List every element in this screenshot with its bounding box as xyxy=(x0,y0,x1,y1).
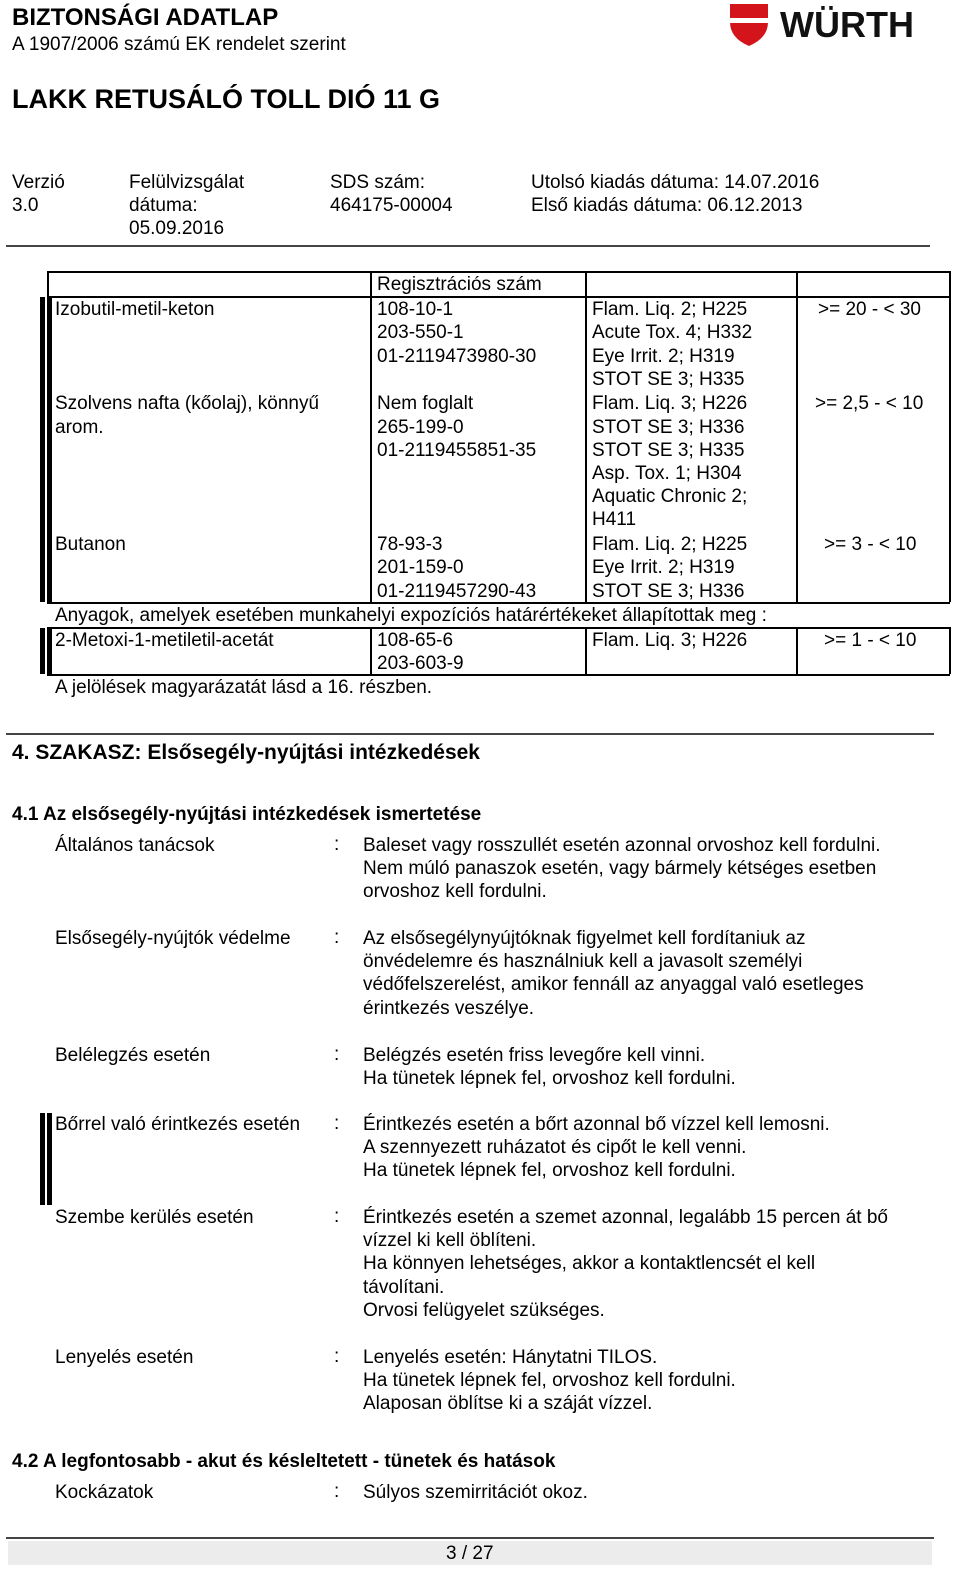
reg-number: 01-2119473980-30 xyxy=(377,346,537,367)
risk-label: Kockázatok xyxy=(55,1482,154,1503)
classification: STOT SE 3; H336 xyxy=(592,417,745,438)
version-label: Verzió xyxy=(12,172,65,193)
table-footnote: A jelölések magyarázatát lásd a 16. részben. xyxy=(55,677,433,698)
colon: : xyxy=(334,1481,340,1502)
classification: STOT SE 3; H335 xyxy=(592,369,745,390)
revision-bar xyxy=(40,1113,45,1205)
colon: : xyxy=(334,927,340,948)
subsection-4-1-title: 4.1 Az elsősegély-nyújtási intézkedések ismertetése xyxy=(12,804,482,825)
wurth-logo xyxy=(728,0,938,52)
sds-value: 464175-00004 xyxy=(330,195,453,216)
classification: Asp. Tox. 1; H304 xyxy=(592,463,742,484)
reg-number: 201-159-0 xyxy=(377,557,464,578)
header-divider xyxy=(6,245,930,247)
first-aid-text: érintkezés veszélye. xyxy=(363,998,535,1019)
first-aid-text: Alaposan öblítse ki a száját vízzel. xyxy=(363,1393,653,1414)
revision-bar xyxy=(47,628,52,674)
reg-number-header: Regisztrációs szám xyxy=(377,274,542,295)
classification: Flam. Liq. 2; H225 xyxy=(592,534,748,555)
concentration: >= 3 - < 10 xyxy=(824,534,917,555)
reg-number: 203-550-1 xyxy=(377,322,464,343)
revision-value: 05.09.2016 xyxy=(129,218,225,239)
classification: Aquatic Chronic 2; xyxy=(592,486,748,507)
colon: : xyxy=(334,834,340,855)
revision-bar xyxy=(40,297,45,602)
product-name: LAKK RETUSÁLÓ TOLL DIÓ 11 G xyxy=(12,84,441,114)
first-aid-text: Ha tünetek lépnek fel, orvoshoz kell fordulni. xyxy=(363,1068,736,1089)
reg-number: Nem foglalt xyxy=(377,393,474,414)
first-aid-label: Bőrrel való érintkezés esetén xyxy=(55,1114,301,1135)
colon: : xyxy=(334,1346,340,1367)
subsection-4-2-title: 4.2 A legfontosabb - akut és késleltetett - tünetek és hatások xyxy=(12,1451,556,1472)
first-aid-text: távolítani. xyxy=(363,1277,445,1298)
classification: Acute Tox. 4; H332 xyxy=(592,322,753,343)
first-issue-date: Első kiadás dátuma: 06.12.2013 xyxy=(531,195,803,216)
revision-bar xyxy=(47,1113,52,1205)
reg-number: 78-93-3 xyxy=(377,534,443,555)
concentration: >= 1 - < 10 xyxy=(824,630,917,651)
first-aid-text: Orvosi felügyelet szükséges. xyxy=(363,1300,605,1321)
concentration: >= 20 - < 30 xyxy=(818,299,921,320)
reg-number: 108-65-6 xyxy=(377,630,454,651)
first-aid-text: Érintkezés esetén a szemet azonnal, legalább 15 percen át bő xyxy=(363,1207,888,1228)
classification: Eye Irrit. 2; H319 xyxy=(592,346,735,367)
first-aid-text: Az elsősegélynyújtóknak figyelmet kell fordítaniuk az xyxy=(363,928,806,949)
first-aid-label: Lenyelés esetén xyxy=(55,1347,194,1368)
table-line xyxy=(949,627,951,674)
risk-text: Súlyos szemirritációt okoz. xyxy=(363,1482,588,1503)
exposure-heading: Anyagok, amelyek esetében munkahelyi expozíciós határértékeket állapítottak meg : xyxy=(55,605,767,626)
substance-name: Butanon xyxy=(55,534,126,555)
page-number: 3 / 27 xyxy=(446,1543,494,1564)
revision-bar xyxy=(47,297,52,602)
document-title: BIZTONSÁGI ADATLAP xyxy=(12,4,279,31)
first-aid-text: Ha tünetek lépnek fel, orvoshoz kell fordulni. xyxy=(363,1370,736,1391)
first-aid-text: Belégzés esetén friss levegőre kell vinni. xyxy=(363,1045,706,1066)
sds-label: SDS szám: xyxy=(330,172,426,193)
reg-number: 265-199-0 xyxy=(377,417,464,438)
first-aid-text: Érintkezés esetén a bőrt azonnal bő vízzel kell lemosni. xyxy=(363,1114,830,1135)
reg-number: 01-2119455851-35 xyxy=(377,440,537,461)
substance-name: Szolvens nafta (kőolaj), könnyű xyxy=(55,393,320,414)
first-aid-text: A szennyezett ruházatot és cipőt le kell venni. xyxy=(363,1137,747,1158)
reg-number: 108-10-1 xyxy=(377,299,454,320)
reg-number: 203-603-9 xyxy=(377,653,464,674)
first-aid-text: orvoshoz kell fordulni. xyxy=(363,881,547,902)
table-line xyxy=(585,271,587,602)
classification: Eye Irrit. 2; H319 xyxy=(592,557,735,578)
concentration: >= 2,5 - < 10 xyxy=(815,393,924,414)
table-line xyxy=(370,271,372,602)
colon: : xyxy=(334,1206,340,1227)
brand-text: WÜRTH xyxy=(780,4,914,45)
revision-label-2: dátuma: xyxy=(129,195,198,216)
first-aid-label: Belélegzés esetén xyxy=(55,1045,211,1066)
first-aid-text: Ha tünetek lépnek fel, orvoshoz kell fordulni. xyxy=(363,1160,736,1181)
section-4-title: 4. SZAKASZ: Elsősegély-nyújtási intézkedések xyxy=(12,741,480,764)
wurth-logo-icon xyxy=(728,0,938,52)
table-line xyxy=(949,271,951,602)
colon: : xyxy=(334,1113,340,1134)
classification: Flam. Liq. 2; H225 xyxy=(592,299,748,320)
first-aid-text: védőfelszerelést, amikor fennáll az anyaggal való esetleges xyxy=(363,974,864,995)
substance-name: Izobutil-metil-keton xyxy=(55,299,215,320)
table-line xyxy=(796,627,798,674)
reg-number: 01-2119457290-43 xyxy=(377,581,537,602)
substance-name: 2-Metoxi-1-metiletil-acetát xyxy=(55,630,274,651)
table-line xyxy=(796,271,798,602)
first-aid-label: Szembe kerülés esetén xyxy=(55,1207,254,1228)
classification: STOT SE 3; H336 xyxy=(592,581,745,602)
first-aid-label: Általános tanácsok xyxy=(55,835,215,856)
document-subtitle: A 1907/2006 számú EK rendelet szerint xyxy=(12,34,346,55)
first-aid-text: Baleset vagy rosszullét esetén azonnal orvoshoz kell fordulni. xyxy=(363,835,881,856)
version-value: 3.0 xyxy=(12,195,39,216)
first-aid-text: Ha könnyen lehetséges, akkor a kontaktlencsét el kell xyxy=(363,1253,816,1274)
last-issue-date: Utolsó kiadás dátuma: 14.07.2016 xyxy=(531,172,820,193)
table-line xyxy=(370,627,372,674)
revision-bar xyxy=(40,628,45,674)
substance-name: arom. xyxy=(55,417,104,438)
classification: H411 xyxy=(592,509,637,530)
first-aid-text: Nem múló panaszok esetén, vagy bármely kétséges esetben xyxy=(363,858,877,879)
classification: STOT SE 3; H335 xyxy=(592,440,745,461)
table-line xyxy=(585,627,587,674)
revision-label-1: Felülvizsgálat xyxy=(129,172,245,193)
first-aid-label: Elsősegély-nyújtók védelme xyxy=(55,928,291,949)
footer-divider xyxy=(6,1537,934,1539)
classification: Flam. Liq. 3; H226 xyxy=(592,393,748,414)
classification: Flam. Liq. 3; H226 xyxy=(592,630,748,651)
section-divider xyxy=(6,733,934,735)
first-aid-text: önvédelemre és használniuk kell a javasolt személyi xyxy=(363,951,803,972)
colon: : xyxy=(334,1044,340,1065)
first-aid-text: Lenyelés esetén: Hánytatni TILOS. xyxy=(363,1347,658,1368)
first-aid-text: vízzel ki kell öblíteni. xyxy=(363,1230,537,1251)
